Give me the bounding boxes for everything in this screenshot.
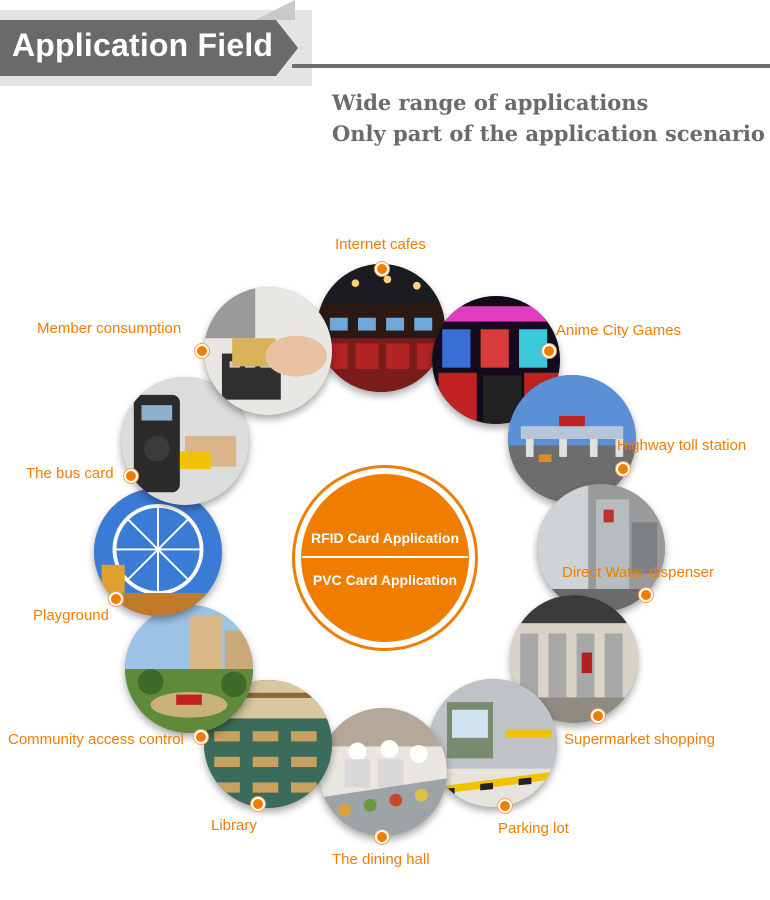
label-direct-water-dispenser: Direct Water dispenser (562, 564, 714, 581)
label-anime-city-games: Anime City Games (556, 322, 682, 339)
label-library: Library (211, 817, 257, 834)
marker-dot (109, 592, 123, 606)
marker-dot (375, 262, 389, 276)
parking-lot-photo (429, 679, 557, 807)
marker-dot (616, 462, 630, 476)
label-internet-cafes: Internet cafes (335, 236, 426, 253)
center-badge (301, 474, 469, 642)
marker-dot (251, 797, 265, 811)
marker-dot (124, 469, 138, 483)
label-playground: Playground (33, 607, 109, 624)
banner-fold (255, 0, 295, 20)
marker-dot (375, 830, 389, 844)
internet-cafe-photo (317, 264, 445, 392)
marker-dot (498, 799, 512, 813)
dining-hall-photo (319, 708, 447, 836)
label-supermarket-shopping: Supermarket shopping (564, 731, 715, 748)
label-member-consumption: Member consumption (37, 320, 182, 337)
center-line-1: RFID Card Application (310, 530, 460, 546)
center-divider (302, 556, 468, 558)
label-bus-card: The bus card (26, 465, 114, 482)
marker-dot (194, 730, 208, 744)
label-community-access-control: Community access control (8, 731, 184, 748)
tagline-2: Only part of the application scenario (332, 121, 765, 146)
label-highway-toll-station: Highway toll station (617, 437, 747, 454)
marker-dot (639, 588, 653, 602)
page-title: Application Field (12, 27, 274, 63)
label-dining-hall: The dining hall (332, 851, 430, 868)
header-rule (292, 64, 770, 68)
marker-dot (542, 344, 556, 358)
marker-dot (591, 709, 605, 723)
tagline-1: Wide range of applications (332, 90, 649, 115)
center-line-2: PVC Card Application (312, 572, 458, 588)
marker-dot (195, 344, 209, 358)
community-access-control-photo (125, 605, 253, 733)
label-parking-lot: Parking lot (498, 820, 569, 837)
member-consumption-photo (204, 287, 332, 415)
